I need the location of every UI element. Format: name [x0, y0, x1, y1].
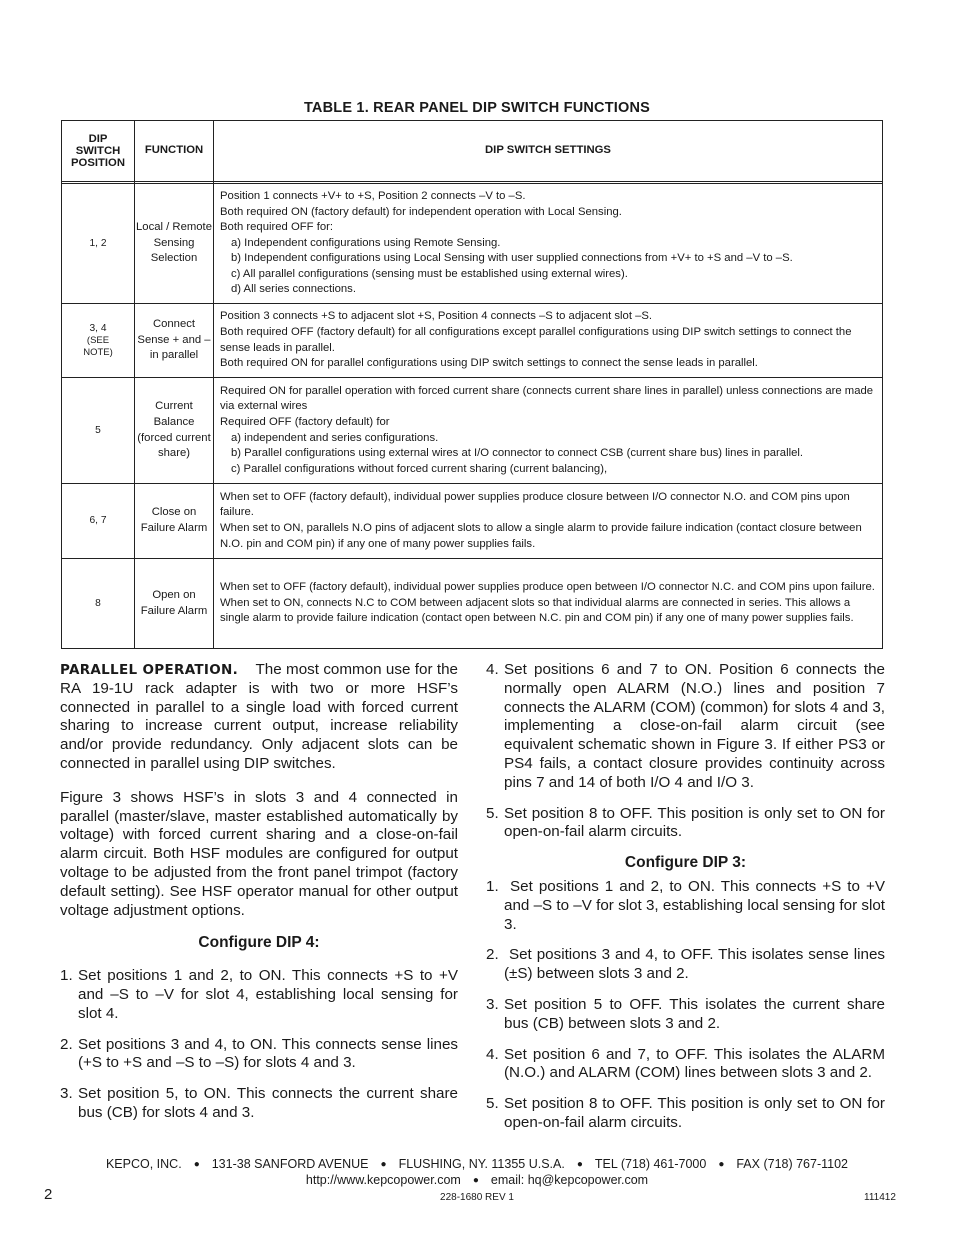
- list-item: [486, 1045, 890, 1084]
- footer-company: KEPCO, INC.: [105, 1157, 182, 1171]
- row-function: Current Balance (forced current share): [135, 378, 214, 484]
- bullet-icon: ●: [576, 1159, 583, 1170]
- dip4-list-continued: [486, 661, 890, 842]
- page-number: 2: [44, 1186, 53, 1203]
- settings-line: Position 3 connects +S to adjacent slot +S, Position 4 connects –S to adjacent slot –S.: [220, 310, 653, 323]
- settings-line: Both required OFF (factory default) for all configurations except parallel configurations using DIP switch settings to connect the sense leads in parallel.: [220, 325, 852, 354]
- footer-address: 131-38 SANFORD AVENUE: [211, 1157, 369, 1171]
- position-value: 3, 4: [89, 322, 107, 334]
- settings-line: Position 1 connects +V+ to +S, Position 2 connects –V to –S.: [220, 189, 526, 202]
- settings-line: When set to OFF (factory default), individual power supplies produce closure between I/O connector N.O. and COM pins upon failure.: [220, 490, 850, 519]
- list-item-text: Set position 8 to OFF. This position is only set to ON for open-on-fail alarm circuits.: [504, 1095, 890, 1131]
- position-value: 1, 2: [89, 237, 107, 249]
- bullet-icon: ●: [472, 1175, 479, 1186]
- list-item: [486, 946, 890, 984]
- table-title: TABLE 1. REAR PANEL DIP SWITCH FUNCTIONS: [303, 100, 651, 116]
- list-item: [60, 1085, 463, 1123]
- list-item-number: 4.: [486, 661, 499, 678]
- settings-subline: c) All parallel configurations (sensing must be established using external wires).: [231, 267, 628, 280]
- settings-subline: b) Parallel configurations using external wires at I/O connector to connect CSB (current share bus) lines in parallel.: [231, 447, 804, 460]
- list-item-text: Set positions 1 and 2, to ON. This connects +S to +V and –S to –V for slot 4, establishing local sensing for slot 4.: [78, 967, 463, 1022]
- dip-switch-table: [61, 120, 883, 649]
- dip4-list: [60, 967, 463, 1123]
- settings-subline: c) Parallel configurations without forced current sharing (current balancing),: [231, 462, 608, 475]
- footer-email[interactable]: email: hq@kepcopower.com: [490, 1173, 649, 1187]
- dip3-list: [486, 877, 890, 1133]
- document-number: 228-1680 REV 1: [440, 1192, 514, 1203]
- list-item-number: 4.: [486, 1045, 499, 1063]
- footer-tel: TEL (718) 461-7000: [594, 1157, 707, 1171]
- footer-fax: FAX (718) 767-1102: [736, 1157, 849, 1171]
- position-value: 6, 7: [89, 515, 107, 526]
- left-column: [60, 661, 463, 1123]
- table-body: [62, 182, 883, 649]
- list-item: [486, 661, 890, 793]
- row-position: [62, 484, 135, 559]
- settings-line: Required OFF (factory default) for: [220, 415, 390, 428]
- bullet-icon: ●: [380, 1159, 387, 1170]
- row-settings: [214, 378, 883, 484]
- list-item: [486, 995, 890, 1034]
- list-item-number: 5.: [486, 804, 499, 822]
- dip4-heading: Configure DIP 4:: [198, 934, 320, 952]
- list-item-text: Set position 8 to OFF. This position is only set to ON for open-on-fail alarm circuits.: [504, 804, 890, 841]
- header-function: FUNCTION: [135, 121, 214, 182]
- intro-text: The most common use for the RA 19-1U rack adapter is with two or more HSF’s connected in parallel to a single load with forced current sharing to increase current output, increase reliability and/or provide redundancy. Only adjacent slots can be connected in parallel using DIP switches.: [60, 661, 458, 772]
- list-item-number: 1.: [486, 877, 499, 895]
- header-settings: DIP SWITCH SETTINGS: [214, 121, 883, 182]
- list-item-text: Set position 5, to ON. This connects the current share bus (CB) for slots 4 and 3.: [78, 1085, 463, 1121]
- list-item-number: 5.: [486, 1095, 499, 1113]
- dip3-heading: Configure DIP 3:: [624, 854, 747, 872]
- bullet-icon: ●: [718, 1159, 725, 1170]
- list-item: [60, 967, 463, 1023]
- list-item-number: 2.: [486, 946, 499, 964]
- list-item-number: 3.: [486, 995, 499, 1013]
- settings-line: When set to OFF (factory default), individual power supplies produce open between I/O connector N.C. and COM pins upon failure.: [220, 581, 875, 594]
- row-function: Connect Sense + and – in parallel: [135, 304, 214, 378]
- settings-line: Required ON for parallel operation with forced current share (connects current share lines in parallel) unless connections are made via external wires: [220, 384, 874, 413]
- settings-line: Both required OFF for:: [220, 221, 334, 234]
- list-item-text: Set positions 1 and 2, to ON. This connects +S to +V and –S to –V for slot 3, establishing local sensing for slot 3.: [504, 877, 890, 933]
- list-item-text: Set positions 3 and 4, to OFF. This isolates sense lines (±S) between slots 3 and 2.: [504, 946, 890, 983]
- date-code: 111412: [864, 1192, 896, 1203]
- table-row: [62, 304, 883, 378]
- settings-subline: b) Independent configurations using Local Sensing with user supplied connections from +V+ to +S and –V to –S.: [231, 252, 793, 265]
- settings-subline: d) All series connections.: [231, 283, 356, 296]
- list-item-text: Set positions 6 and 7 to ON. Position 6 connects the normally open ALARM (N.O.) lines and position 7 connects the ALARM (COM) (common) for slots 4 and 3, implementing a close-on-fail alarm circuit (see equivalent schematic shown in Figure 3. If either PS3 or PS4 fails, a contact closure provides continuity across pins 7 and 14 of both I/O 4 and I/O 3.: [504, 661, 890, 791]
- list-item-text: Set position 5 to OFF. This isolates the current share bus (CB) between slots 3 and 2.: [504, 995, 890, 1032]
- row-position: [62, 378, 135, 484]
- list-item: [486, 877, 890, 934]
- list-item-number: 3.: [60, 1085, 73, 1103]
- list-item: [486, 1095, 890, 1133]
- list-item-number: 2.: [60, 1035, 73, 1053]
- footer-website[interactable]: http://www.kepcopower.com: [305, 1173, 461, 1187]
- section-lead: PARALLEL OPERATION.: [60, 662, 239, 678]
- settings-line: When set to ON, connects N.C to COM between adjacent slots so that individual alarms are connected in series. This allows a single alarm to provide failure indication (contact open between N.C. pin and COM pin) if any one of many power supplies fails.: [220, 596, 854, 625]
- row-function: Local / Remote Sensing Selection: [135, 184, 214, 304]
- footer-contact-line: [0, 1173, 954, 1187]
- row-function: Open on Failure Alarm: [135, 559, 214, 649]
- position-note: (SEE NOTE): [83, 334, 113, 358]
- settings-subline: a) Independent configurations using Remote Sensing.: [231, 236, 501, 249]
- settings-line: When set to ON, parallels N.O pins of adjacent slots to allow a single alarm to provide failure indication (contact closure between N.O. pin and COM pin) if any one of many power supplies fails.: [220, 522, 862, 550]
- table-row: [62, 378, 883, 484]
- row-settings: [214, 559, 883, 649]
- table-row: [62, 484, 883, 559]
- row-settings: [214, 184, 883, 304]
- row-position: [62, 559, 135, 649]
- table-row: [62, 559, 883, 649]
- list-item-number: 1.: [60, 967, 73, 985]
- settings-line: Both required ON (factory default) for independent operation with Local Sensing.: [220, 205, 622, 218]
- position-value: 8: [95, 597, 101, 609]
- row-settings: [214, 484, 883, 559]
- table-header-row: [62, 121, 883, 182]
- footer-address-line: [0, 1157, 954, 1171]
- list-item-text: Set positions 3 and 4, to ON. This connects sense lines (+S to +S and –S to –S) for slots 4 and 3.: [78, 1035, 463, 1072]
- list-item: [486, 804, 890, 843]
- row-function: Close on Failure Alarm: [135, 484, 214, 559]
- row-position: [62, 304, 135, 378]
- list-item: [60, 1035, 463, 1074]
- footer-city: FLUSHING, NY. 11355 U.S.A.: [398, 1157, 565, 1171]
- header-position: DIP SWITCH POSITION: [62, 121, 135, 182]
- row-position: [62, 184, 135, 304]
- intro-paragraph: [60, 661, 458, 774]
- settings-line: Both required ON for parallel configurations using DIP switch settings to connect the sense leads in parallel.: [220, 357, 758, 370]
- figure-paragraph: Figure 3 shows HSF’s in slots 3 and 4 connected in parallel (master/slave, master established automatically by voltage) with forced current sharing and a close-on-fail alarm circuit. Both HSF modules are configured for output voltage to be adjusted from the front panel trimpot (factory default setting). See HSF operator manual for other output voltage adjustment options.: [60, 788, 458, 919]
- bullet-icon: ●: [193, 1159, 200, 1170]
- position-value: 5: [95, 424, 101, 436]
- list-item-text: Set position 6 and 7, to OFF. This isolates the ALARM (N.O.) and ALARM (COM) lines between slots 3 and 2.: [504, 1045, 890, 1082]
- right-column: [486, 661, 890, 1133]
- table-row: [62, 184, 883, 304]
- settings-subline: a) independent and series configurations.: [231, 431, 439, 444]
- row-settings: [214, 304, 883, 378]
